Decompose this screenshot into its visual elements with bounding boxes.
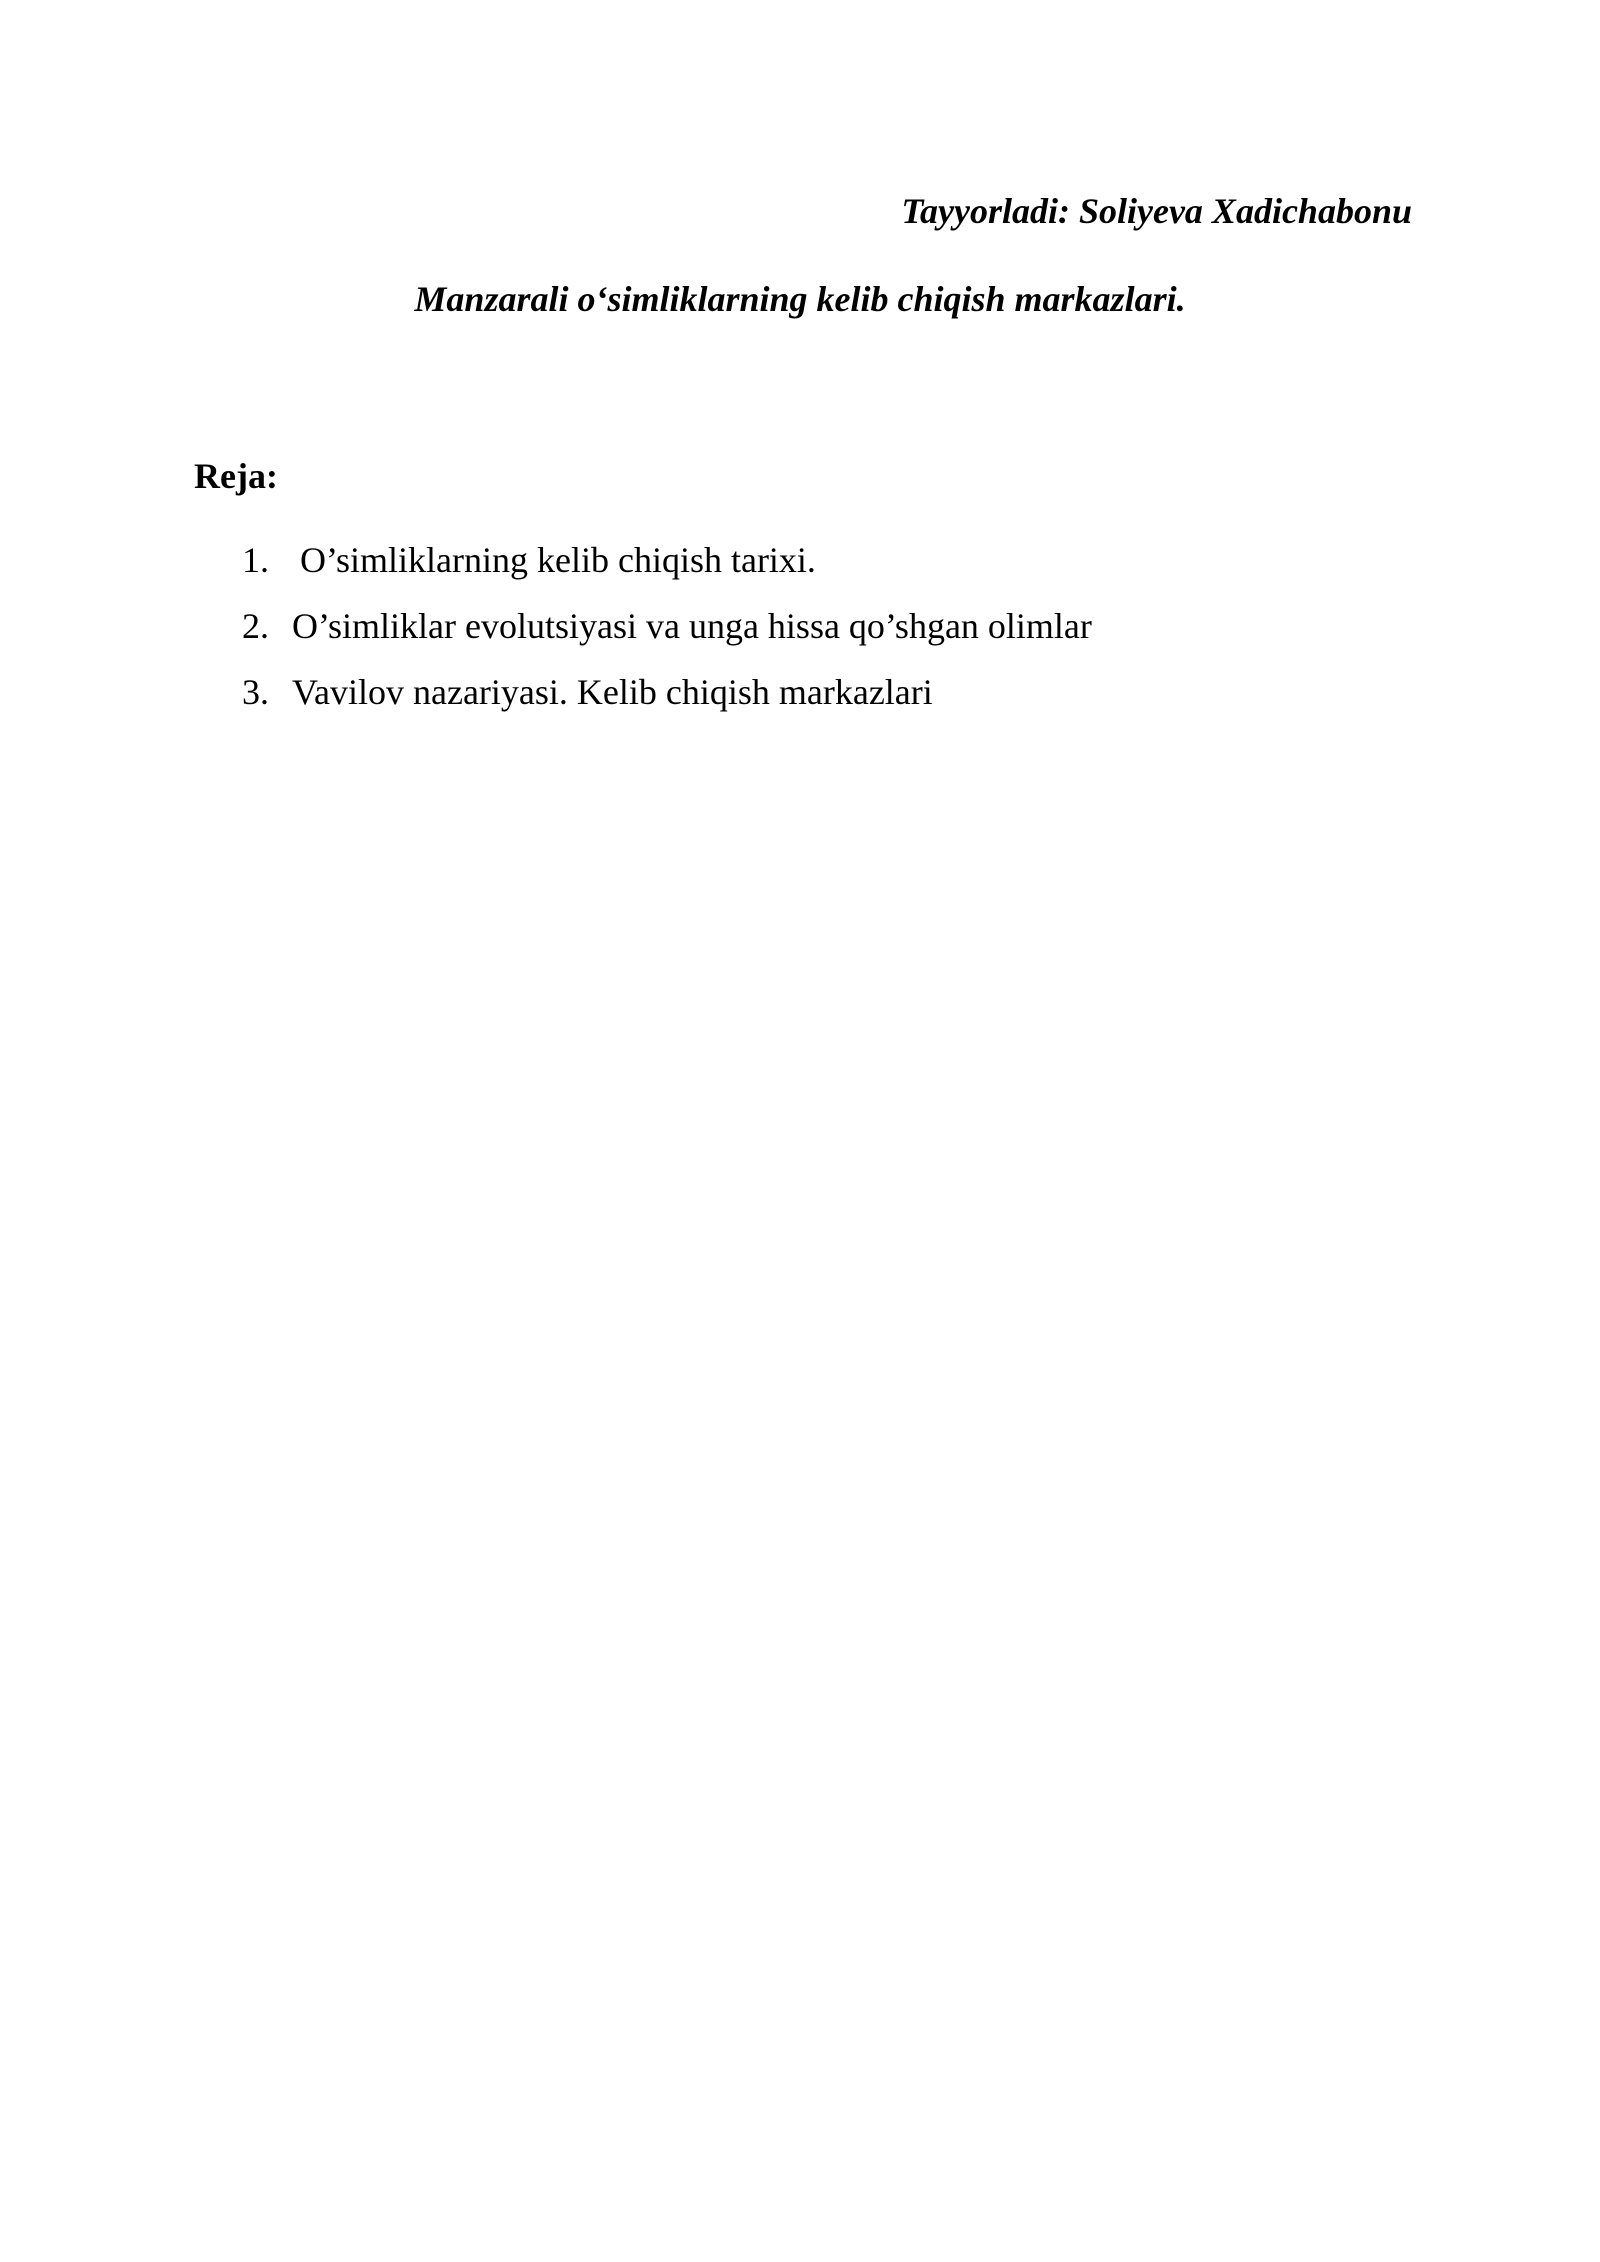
plan-item-text: O’simliklarning kelib chiqish tarixi.	[300, 540, 816, 580]
plan-item-text: O’simliklar evolutsiyasi va unga hissa qo’shgan olimlar	[292, 606, 1092, 646]
plan-heading: Reja:	[194, 456, 278, 496]
plan-list	[242, 540, 1092, 738]
plan-item-number: 2.	[242, 606, 269, 646]
author-line: Tayyorladi: Soliyeva Xadichabonu	[901, 191, 1412, 231]
plan-item	[242, 540, 1092, 606]
plan-item-number: 1.	[242, 540, 269, 580]
plan-item	[242, 672, 1092, 738]
plan-item-number: 3.	[242, 672, 269, 712]
plan-item-text: Vavilov nazariyasi. Kelib chiqish markazlari	[292, 672, 933, 712]
plan-item	[242, 606, 1092, 672]
document-title: Manzarali o‘simliklarning kelib chiqish markazlari.	[414, 279, 1186, 319]
